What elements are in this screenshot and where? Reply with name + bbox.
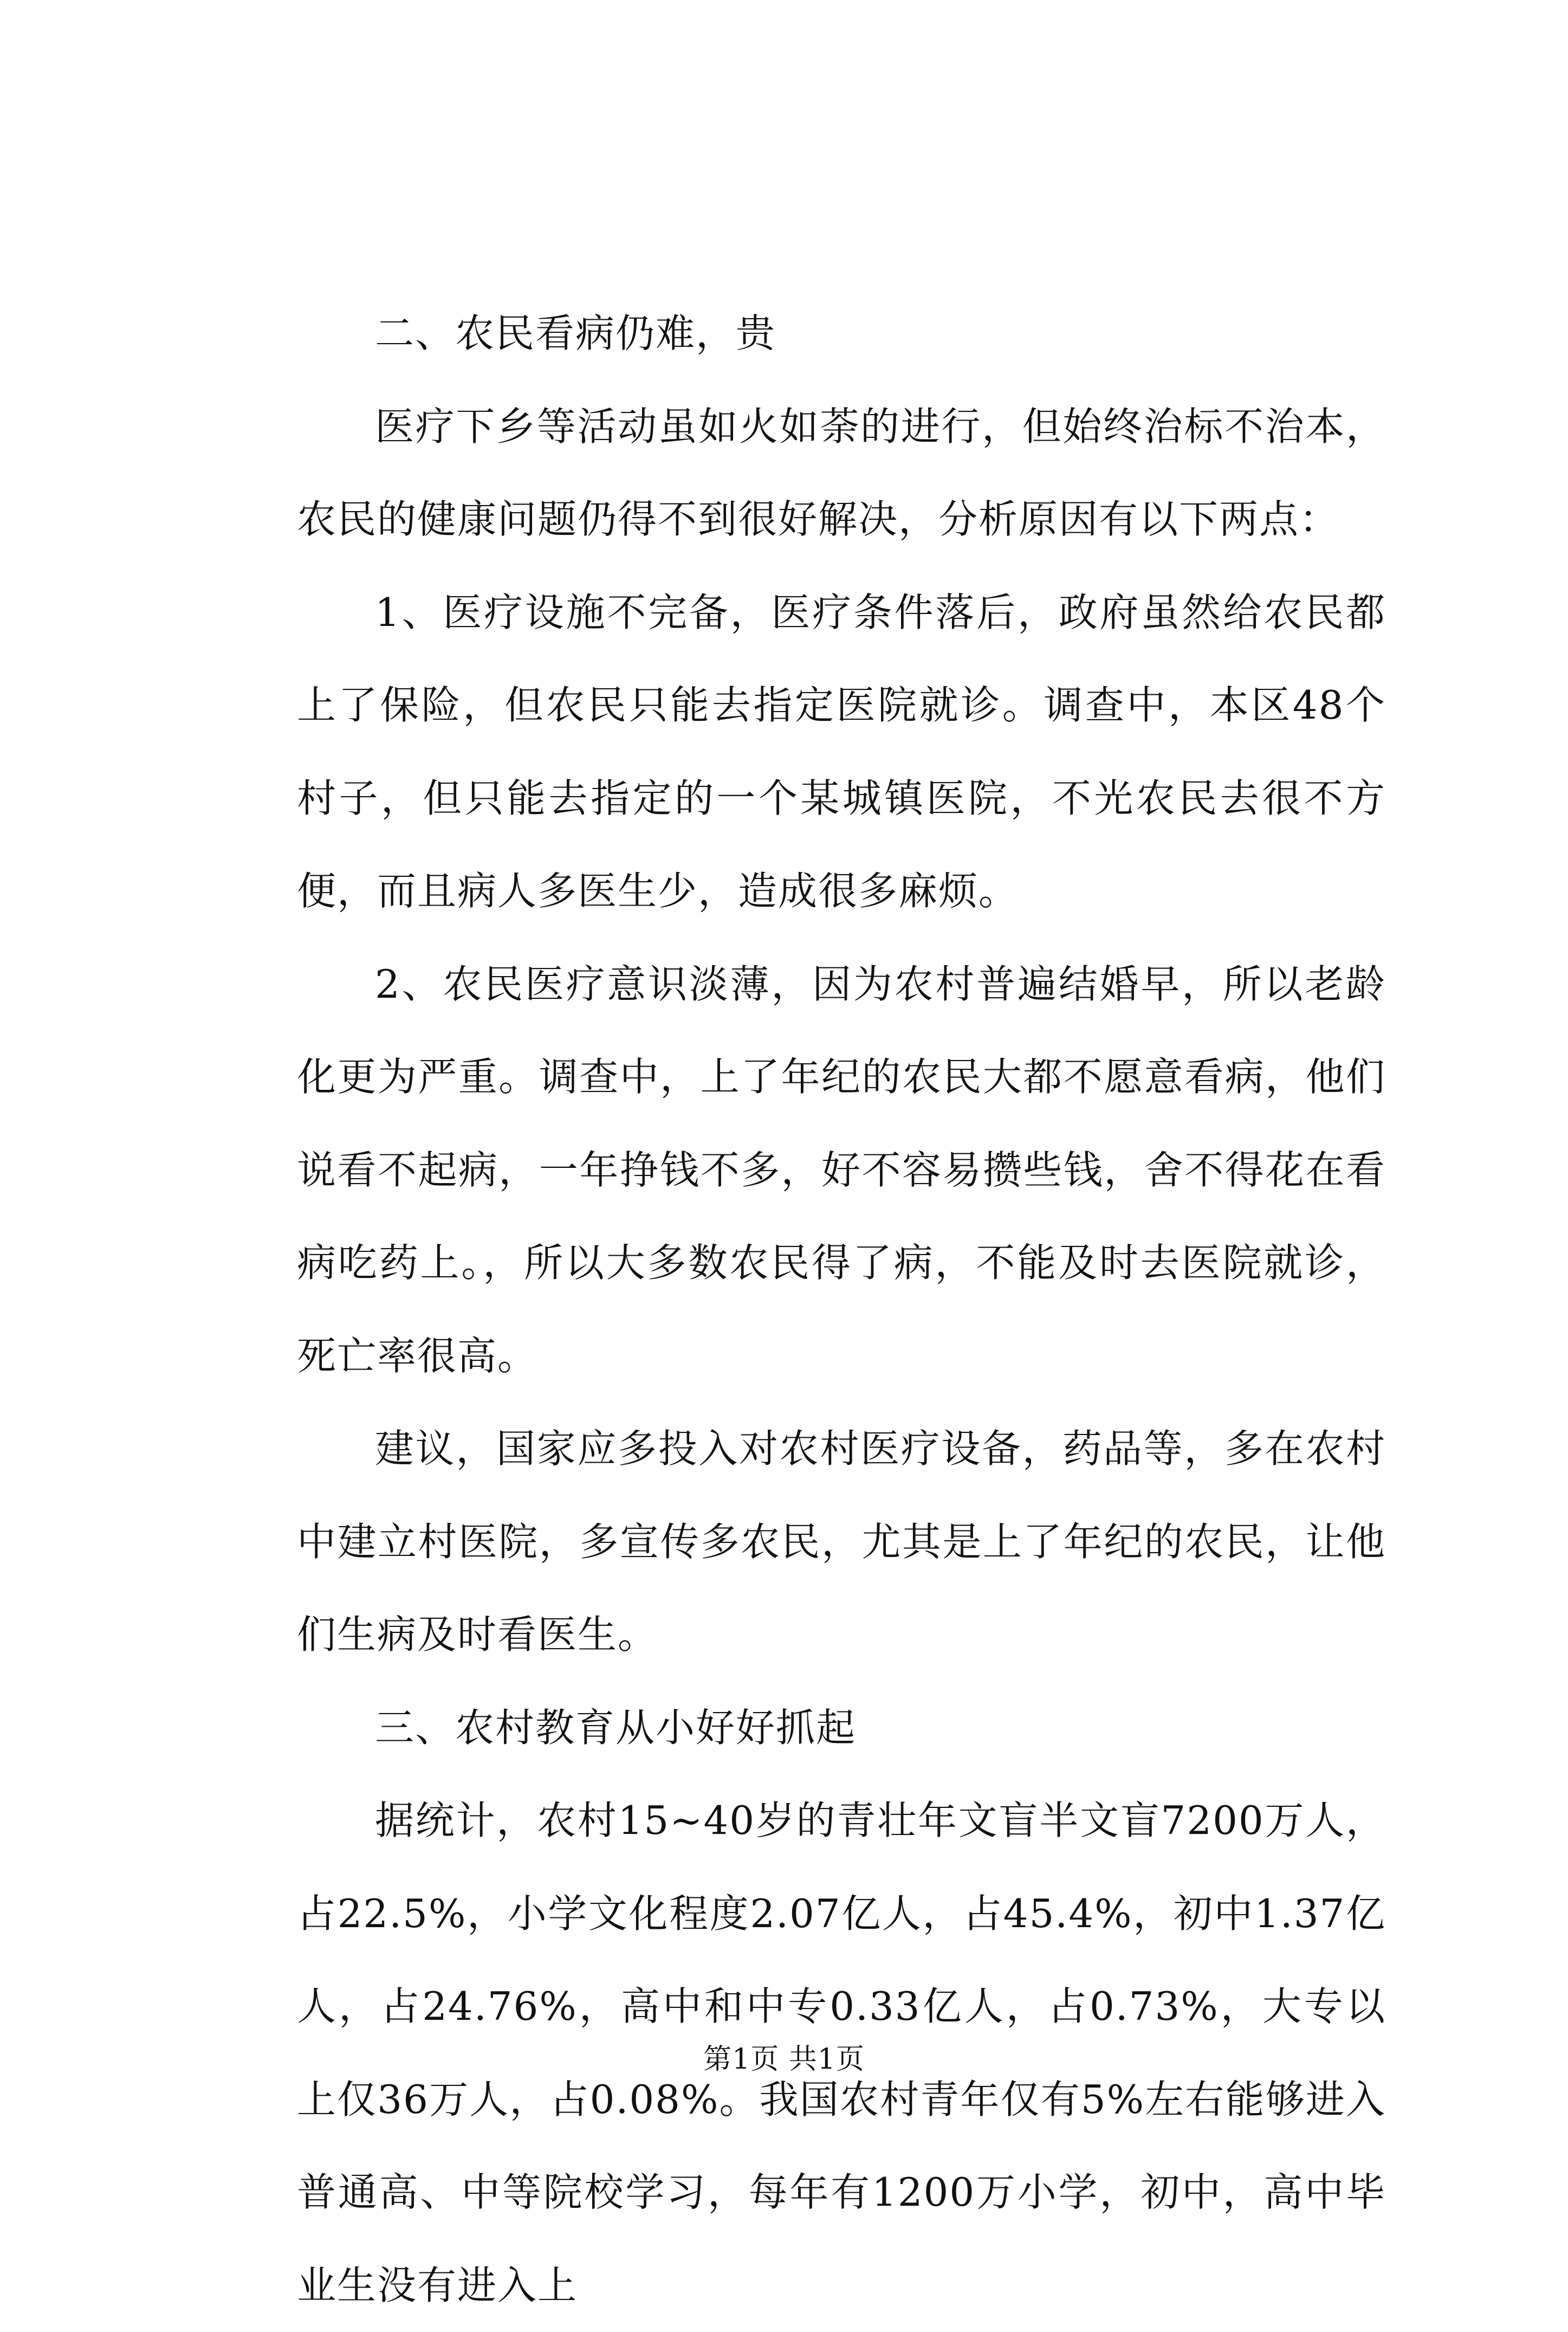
paragraph-education-statistics: 据统计，农村15~40岁的青壮年文盲半文盲7200万人，占22.5%，小学文化程度2.07亿人，占45.4%，初中1.37亿人，占24.76%，高中和中专0.33亿人，占0.73%，大专以上仅36万人，占0.08%。我国农村青年仅有5%左右能够进入普通高、中等院校学习，每年有1200万小学，初中，高中毕业生没有进入上 xyxy=(297,1798,1386,2308)
page-footer: 第1页 共1页 xyxy=(703,2043,865,2076)
section-heading-education: 三、农村教育从小好好抓起 xyxy=(375,1704,857,1750)
paragraph-medical-point-1: 1、医疗设施不完备，医疗条件落后，政府虽然给农民都上了保险，但农民只能去指定医院就诊。调查中，本区48个村子，但只能去指定的一个某城镇医院，不光农民去很不方便，而且病人多医生少，造成很多麻烦。 xyxy=(297,589,1386,914)
paragraph-medical-point-2: 2、农民医疗意识淡薄，因为农村普遍结婚早，所以老龄化更为严重。调查中，上了年纪的农民大都不愿意看病，他们说看不起病，一年挣钱不多，好不容易攒些钱，舍不得花在看病吃药上。，所以大多数农民得了病，不能及时去医院就诊，死亡率很高。 xyxy=(297,961,1386,1379)
paragraph-medical-intro: 医疗下乡等活动虽如火如荼的进行，但始终治标不治本，农民的健康问题仍得不到很好解决，分析原因有以下两点： xyxy=(297,403,1386,542)
document-body xyxy=(297,287,1386,2332)
paragraph-medical-suggestion: 建议，国家应多投入对农村医疗设备，药品等，多在农村中建立村医院，多宣传多农民，尤其是上了年纪的农民，让他们生病及时看医生。 xyxy=(297,1426,1386,1657)
section-heading-medical: 二、农民看病仍难，贵 xyxy=(375,311,776,356)
